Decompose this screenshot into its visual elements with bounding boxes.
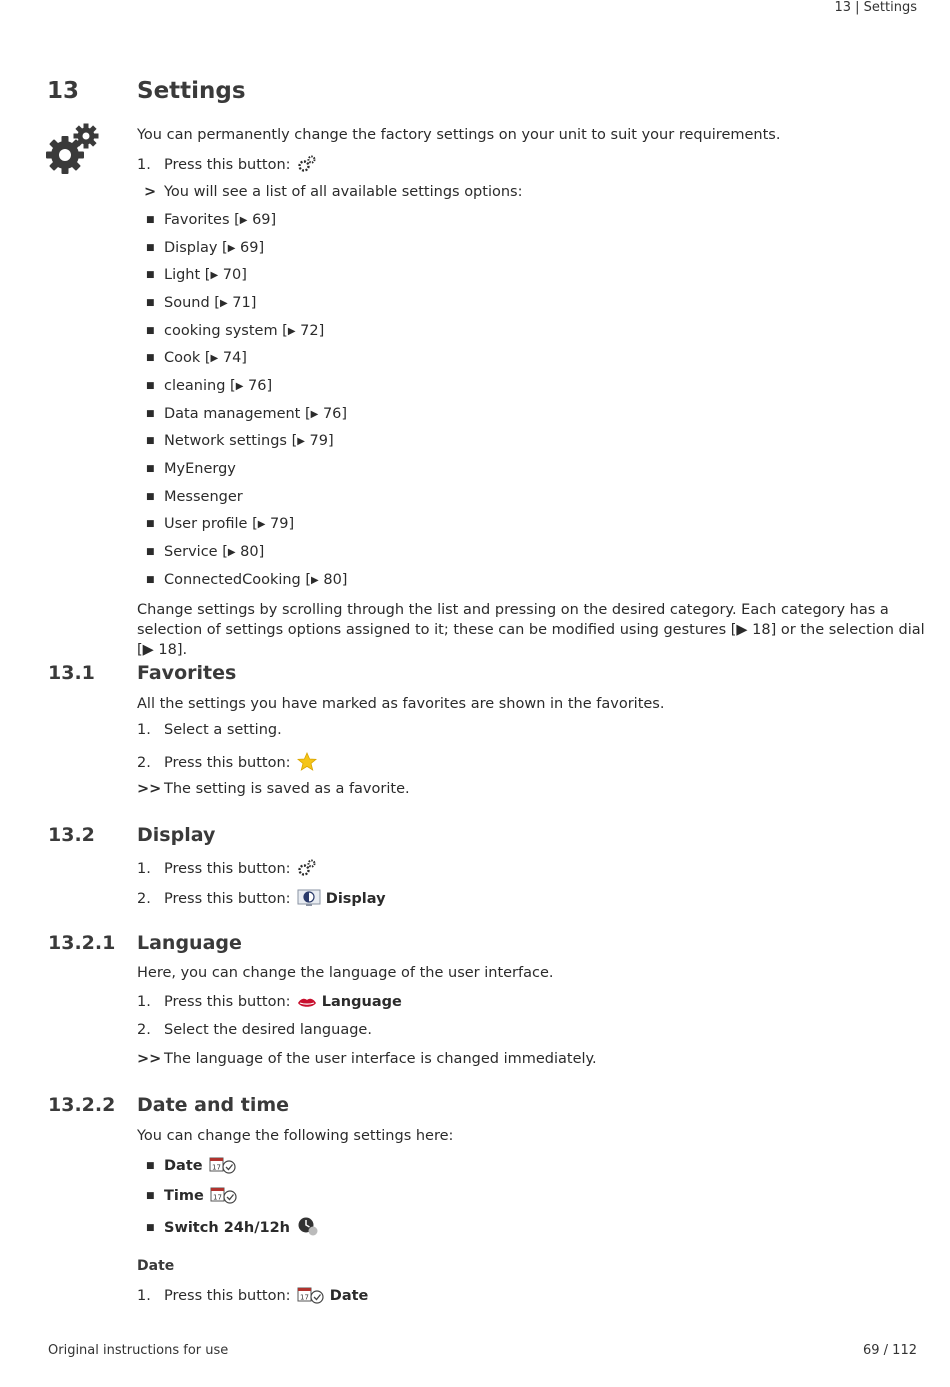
step: 2. Select the desired language.: [137, 1022, 372, 1038]
svg-text:17: 17: [300, 1293, 310, 1302]
list-item: ■ Date 17: [146, 1156, 237, 1174]
subsection-number: 13.1: [48, 662, 95, 684]
list-item[interactable]: ■ cooking system [▶ 72]: [146, 323, 325, 339]
settings-gears-icon: [297, 859, 317, 877]
step-number: 1.: [137, 157, 151, 173]
result-text: You will see a list of all available settings options:: [164, 184, 523, 200]
step: 2. Press this button:: [137, 752, 317, 771]
language-button-label: Language: [321, 994, 402, 1010]
calendar-check-icon: [297, 1286, 325, 1304]
list-item[interactable]: ■ ConnectedCooking [▶ 80]: [146, 572, 348, 588]
subsection-title: Display: [137, 824, 216, 846]
date-button-label: Date: [329, 1288, 369, 1304]
settings-gears-icon: [297, 155, 317, 173]
svg-text:17: 17: [212, 1163, 222, 1172]
subsection-title: Date and time: [137, 1094, 290, 1116]
subsection-intro: All the settings you have marked as favorites are shown in the favorites.: [137, 696, 665, 712]
lips-icon: [297, 996, 317, 1010]
subsection-intro: You can change the following settings here:: [137, 1128, 454, 1144]
footer-document-title: Original instructions for use: [48, 1343, 229, 1358]
step: 1. Press this button:: [137, 859, 317, 877]
list-item[interactable]: ■ User profile [▶ 79]: [146, 516, 295, 532]
list-item[interactable]: ■ Sound [▶ 71]: [146, 295, 257, 311]
step-result: [144, 184, 522, 200]
list-item: ■ Time 17: [146, 1186, 238, 1204]
running-header: 13 | Settings: [834, 0, 917, 15]
section-title: Settings: [137, 78, 246, 104]
clock-24h-12h-icon: [297, 1216, 319, 1236]
star-icon: [297, 752, 317, 771]
display-contrast-icon: [297, 889, 321, 907]
display-button-label: Display: [325, 891, 386, 907]
list-item: ■ Messenger: [146, 489, 243, 505]
step: 2. Press this button: Display: [137, 891, 386, 907]
list-item[interactable]: ■ Light [▶ 70]: [146, 267, 247, 283]
subsection-number: 13.2.1: [48, 932, 116, 954]
step: [137, 155, 317, 173]
result-marker: >: [144, 184, 157, 200]
list-item[interactable]: ■ Display [▶ 69]: [146, 240, 265, 256]
section-intro: You can permanently change the factory settings on your unit to suit your requirements.: [137, 127, 781, 143]
subsection-number: 13.2: [48, 824, 95, 846]
list-item[interactable]: ■ cleaning [▶ 76]: [146, 378, 273, 394]
step-text: Press this button:: [164, 157, 291, 173]
step: 1. Press this button: Language: [137, 994, 402, 1010]
list-item: ■ MyEnergy: [146, 461, 236, 477]
subsection-number: 13.2.2: [48, 1094, 116, 1116]
step-result: >> The language of the user interface is changed immediately.: [137, 1051, 597, 1067]
list-item: ■ Switch 24h/12h: [146, 1216, 319, 1236]
step-result: >> The setting is saved as a favorite.: [137, 781, 410, 797]
list-item[interactable]: ■ Favorites [▶ 69]: [146, 212, 277, 228]
settings-gears-icon: [45, 123, 101, 177]
section-number: 13: [47, 78, 80, 104]
footer-page-number: 69 / 112: [863, 1343, 917, 1358]
subsection-intro: Here, you can change the language of the user interface.: [137, 965, 554, 981]
list-item[interactable]: ■ Service [▶ 80]: [146, 544, 265, 560]
subsection-title: Language: [137, 932, 242, 954]
step: 1. Select a setting.: [137, 722, 282, 738]
sub-heading: Date: [137, 1258, 175, 1274]
calendar-check-icon: [209, 1156, 237, 1174]
step: 1. Press this button: 17 Date: [137, 1288, 369, 1304]
calendar-check-icon: [210, 1186, 238, 1204]
section-closing-paragraph: Change settings by scrolling through the list and pressing on the desired category. Each category has a selection of settings options assigned to it; these can be modified using gestures [▶ 18] or the selection dial [▶ 18].: [137, 602, 925, 658]
svg-text:17: 17: [213, 1193, 223, 1202]
list-item[interactable]: ■ Cook [▶ 74]: [146, 350, 247, 366]
list-item[interactable]: ■ Data management [▶ 76]: [146, 406, 348, 422]
subsection-title: Favorites: [137, 662, 237, 684]
list-item[interactable]: ■ Network settings [▶ 79]: [146, 433, 334, 449]
